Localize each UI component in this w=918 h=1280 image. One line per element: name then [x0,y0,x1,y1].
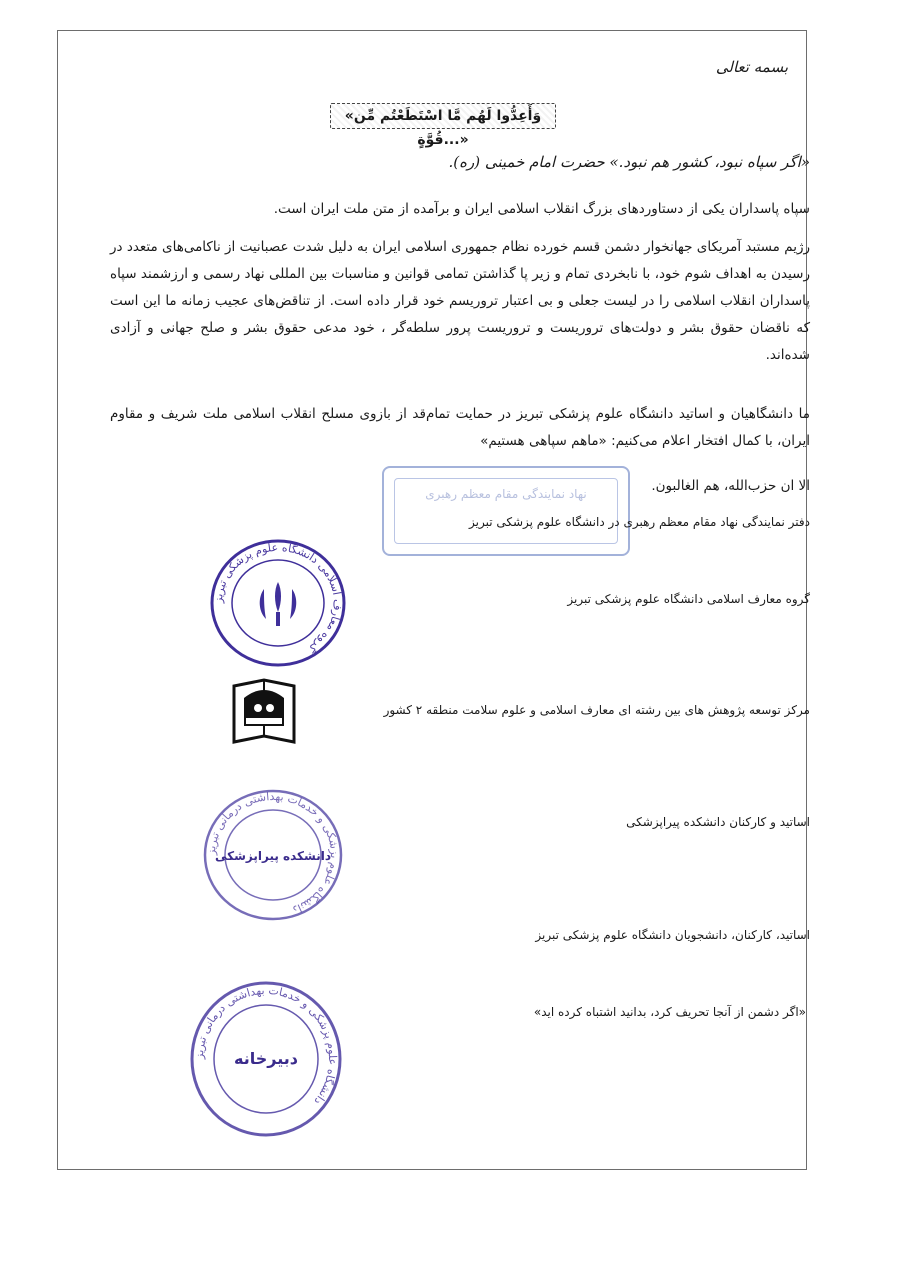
signatory-2: گروه معارف اسلامی دانشگاه علوم پزشکی تبریز [567,592,810,606]
closing-line: الا ان حزب‌الله، هم الغالبون. [651,478,810,494]
signatory-3: مرکز توسعه پژوهش های بین رشته ای معارف اسلامی و علوم سلامت منطقه ۲ کشور [383,703,810,717]
emblem-seal-icon [206,534,350,672]
signatory-5: اساتید، کارکنان، دانشجویان دانشگاه علوم پزشکی تبریز [535,928,810,942]
rectangular-stamp [382,466,630,556]
svg-text:گروه معارف اسلامی دانشگاه علوم: گروه معارف اسلامی دانشگاه علوم پزشکی تبریز [211,540,345,656]
seal3-center-text: دبیرخانه [234,1049,298,1068]
signatory-4: اساتید و کارکنان دانشکده پیراپزشکی [626,815,810,829]
paragraph-3: ما دانشگاهیان و اساتید دانشگاه علوم پزشکی تبریز در حمایت تمام‌قد از بازوی مسلح انقلاب اسلامی ملت شریف و مقاوم ایران، با کمال افتخار اعلام می‌کنیم: «ماهم سپاهی هستیم» [110,406,810,449]
paramedical-faculty-seal-icon [198,784,348,926]
quran-verse-banner: «وَأَعِدُّوا لَهُم مَّا اسْتَطَعْتُم مِّن قُوَّةٍ...» [330,103,556,129]
signatory-1: دفتر نمایندگی نهاد مقام معظم رهبری در دانشگاه علوم پزشکی تبریز [468,515,810,529]
svg-text:دانشگاه علوم پزشکی و خدمات بهد: دانشگاه علوم پزشکی و خدمات بهداشتی درمانی تبریز [204,789,342,917]
bismillah-heading: بسمه تعالی [715,58,788,76]
rectangular-stamp-text: نهاد نمایندگی مقام معظم رهبری [394,478,618,544]
signatory-6-quote: «اگر دشمن از آنجا تحریف کرد، بدانید اشتباه کرده اید» [533,1005,806,1019]
secretariat-seal-icon [186,978,346,1140]
book-logo-icon [230,676,298,752]
seal2-center-text: دانشکده پیراپزشکی [214,849,332,863]
imam-quote: «اگر سپاه نبود، کشور هم نبود.» حضرت امام خمینی (ره). [448,153,810,171]
paragraph-1: سپاه پاسداران یکی از دستاوردهای بزرگ انقلاب اسلامی ایران و برآمده از متن ملت ایران است. [273,201,810,217]
paragraph-2: رژیم مستبد آمریکای جهانخوار دشمن قسم خورده نظام جمهوری اسلامی ایران به دلیل شدت عصبانیت از ناکامی‌های متعدد در رسیدن به اهداف شوم خود، با نابخردی تمام و زیر پا گذاشتن تمامی قوانین و مناسبات بین المللی نهاد رسمی و ارزشمند سپاه پاسداران انقلاب اسلامی را در لیست جعلی و بی اعتبار تروریسم خود قرار داده است. از تناقض‌های عجیب زمانه ما این است که ناقضان حقوق بشر و دولت‌های تروریست و تروریست پرور سلطه‌گر ، خود مدعی حقوق بشر و صلح جهانی و آزادی شده‌اند. [110,239,810,363]
svg-text:دانشگاه علوم پزشکی و خدمات بهد: دانشگاه علوم پزشکی و خدمات بهداشتی درمانی تبریز [192,983,340,1108]
